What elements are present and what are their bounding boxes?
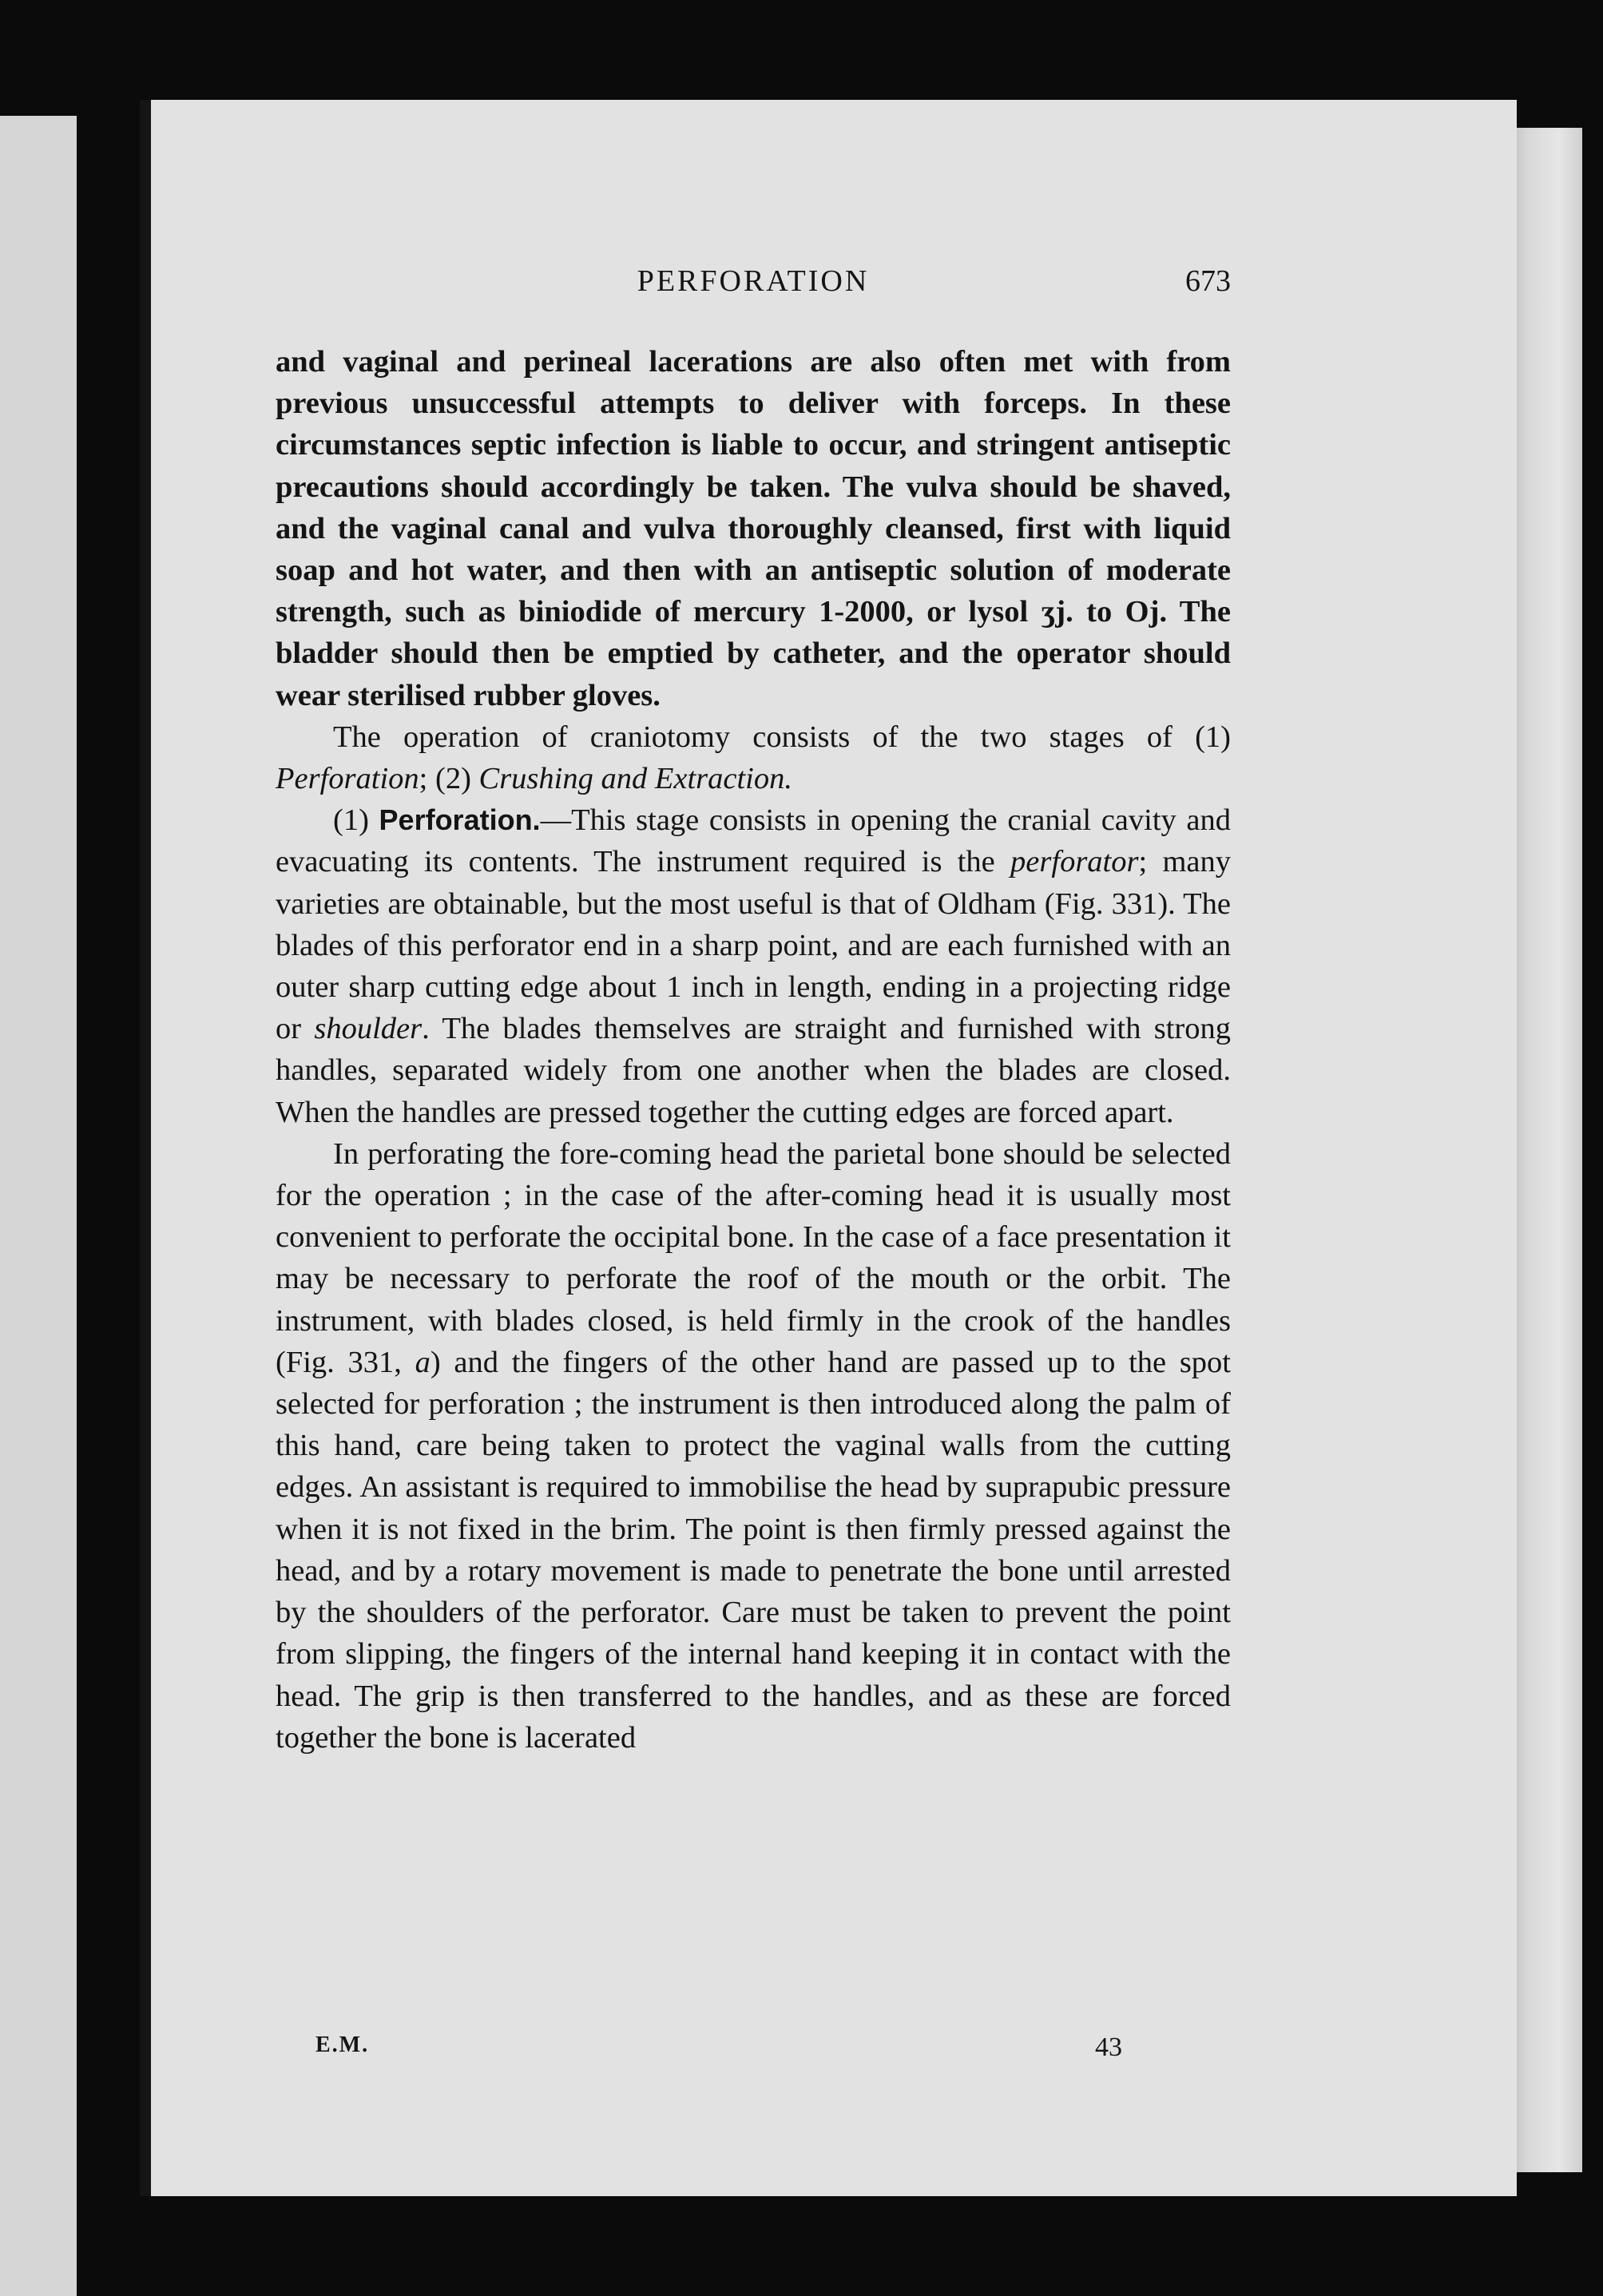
page-number: 673 [1185, 264, 1231, 298]
para3-em-shoulder: shoulder [314, 1012, 423, 1046]
page-header [276, 264, 1231, 311]
section-heading-perforation: Perforation. [379, 803, 541, 837]
para2-em-crushing: Crushing and Extraction. [478, 762, 792, 796]
para2-mid: ; (2) [419, 762, 479, 796]
paragraph-3 [276, 799, 1231, 1133]
para3-number: (1) [333, 803, 379, 838]
page-footer [315, 2032, 1122, 2068]
signature-mark: E.M. [315, 2032, 370, 2057]
para4-text-a: In perforating the fore-coming head the parietal bone should be selected for the operation ; in the case of the after-coming head it is usually most convenient to perforate the occipital bone. In the case of a face presentation it may be necessary to perforate the roof of the mouth or the orbit. The instrument, with blades closed, is held firmly in the crook of the handles (Fig. 331, [276, 1136, 1231, 1379]
signature-number: 43 [1095, 2032, 1122, 2062]
paragraph-1: and vaginal and perineal lacerations are also often met with from previous unsuccessful attempts to deliver with forceps. In these circumstances septic infection is liable to occur, and stringent antiseptic precautions should accordingly be taken. The vulva should be shaved, and the vaginal canal and vulva thoroughly cleansed, first with liquid soap and hot water, and then with an antiseptic solution of moderate strength, such as biniodide of mercury 1-2000, or lysol ʒj. to Oj. The bladder should then be emptied by catheter, and the operator should wear sterilised rubber gloves. [276, 345, 1231, 712]
para2-em-perforation: Perforation [276, 762, 419, 796]
para3-text-b: ; many varieties are obtainable, but the most useful is that of Oldham (Fig. 331). The blades of this perforator end in a sharp point, and are each furnished with an outer sharp cutting edge about 1 inch in length, ending in a projecting ridge or [276, 845, 1231, 1046]
para2-lead: The operation of craniotomy consists of the two stages of (1) [333, 720, 1231, 754]
para3-em-perforator: perforator [1010, 845, 1139, 879]
para3-text-a: —This stage consists in opening the cranial cavity and evacuating its contents. The instrument required is the [276, 803, 1231, 879]
para4-em-a: a [415, 1345, 431, 1379]
body-text [276, 341, 1231, 1759]
paragraph-2 [276, 716, 1231, 799]
para3-text-c: . The blades themselves are straight and furnished with strong handles, separated widely from one another when the blades are closed. When the handles are pressed together the cutting edges are forced apart. [276, 1012, 1231, 1129]
running-head: PERFORATION [637, 264, 870, 298]
para4-text-b: ) and the fingers of the other hand are passed up to the spot selected for perforation ; the instrument is then introduced along the palm of this hand, care being taken to protect the vaginal walls from the cutting edges. An assistant is required to immobilise the head by suprapubic pressure when it is not fixed in the brim. The point is then firmly pressed against the head, and by a rotary movement is made to penetrate the bone until arrested by the shoulders of the perforator. Care must be taken to prevent the point from slipping, the fingers of the internal hand keeping it in contact with the head. The grip is then transferred to the handles, and as these are forced together the bone is lacerated [276, 1345, 1232, 1755]
facing-page-edge [0, 116, 77, 2296]
paragraph-4 [276, 1133, 1231, 1759]
